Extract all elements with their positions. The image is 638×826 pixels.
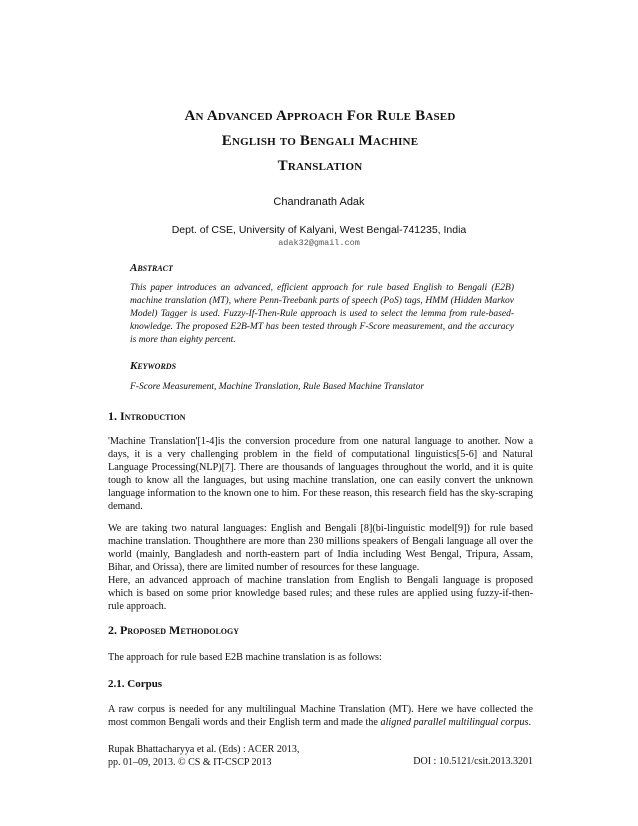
- author-email: adak32@gmail.com: [278, 238, 360, 248]
- paragraph-emphasis: aligned parallel multilingual corpus: [380, 717, 529, 728]
- author-name: Chandranath Adak: [273, 196, 365, 208]
- footer-doi: DOI : 10.5121/csit.2013.3201: [413, 756, 533, 767]
- footer-line-1: Rupak Bhattacharyya et al. (Eds) : ACER 2013,: [108, 744, 300, 755]
- paragraph-text: 'Machine Translation'[1-4]is the conversion procedure from one natural language to another. Now a days, it is a very challenging problem in the field of computational linguistics[5-6] and Natural Language Processing(NLP)[7]. There are thousands of languages throughout the world, and it is quite tough to know all the languages, but using machine translation, one can easily convert the unknown language information to the known one to him. For these reason, this research field has the sky-scraping demand.: [108, 436, 533, 512]
- methodology-paragraph: [108, 651, 533, 664]
- introduction-paragraph-2: [108, 522, 533, 613]
- keywords-text: F-Score Measurement, Machine Translation, Rule Based Machine Translator: [130, 382, 425, 392]
- author-affiliation: Dept. of CSE, University of Kalyani, West Bengal-741235, India: [171, 224, 467, 236]
- paragraph-text: The approach for rule based E2B machine translation is as follows:: [108, 652, 382, 663]
- title-line-2: English to Bengali Machine: [221, 133, 419, 149]
- abstract-heading: Abstract: [130, 262, 173, 274]
- paragraph-text-part: .: [528, 717, 532, 728]
- title-line-3: Translation: [277, 158, 363, 174]
- introduction-paragraph-1: [108, 435, 533, 513]
- paragraph-text: Here, an advanced approach of machine translation from English to Bengali language is proposed which is based on some prior knowledge based rules; and these rules are applied using fuzzy-if-then-rule approach.: [108, 575, 533, 612]
- keywords-heading: Keywords: [130, 360, 177, 372]
- footer-citation: [108, 743, 299, 769]
- paper-title: [110, 104, 530, 179]
- footer-line-2: pp. 01–09, 2013. © CS & IT-CSCP 2013: [108, 757, 272, 768]
- paragraph-text: We are taking two natural languages: English and Bengali [8](bi-linguistic model[9]) for rule based machine translation. Thoughthere are more than 230 millions speakers of Bengali language all over the world (mainly, Bangladesh and north-eastern part of India including West Bengal, Tripura, Assam, Bihar, and Orissa), there are limited number of resources for these language.: [108, 523, 533, 573]
- paragraph-text-part: A raw corpus is needed for any multilingual Machine Translation (MT). Here we have collected the most common Bengali words and their English term and made the: [108, 704, 533, 728]
- paragraph-text: [108, 703, 533, 729]
- section-heading-methodology: 2. Proposed Methodology: [108, 623, 240, 637]
- corpus-paragraph: [108, 703, 533, 729]
- section-heading-introduction: 1. Introduction: [108, 409, 186, 423]
- subsection-heading-corpus: 2.1. Corpus: [108, 678, 163, 690]
- abstract-text: This paper introduces an advanced, efficient approach for rule based English to Bengali (E2B) machine translation (MT), where Penn-Treebank parts of speech (PoS) tags, HMM (Hidden Markov Model) Tagger is used. Fuzzy-If-Then-Rule approach is used to select the lemma from rule-based-knowledge. The proposed E2B-MT has been tested through F-Score measurement, and the accuracy is more than eighty percent.: [130, 283, 514, 345]
- title-line-1: An Advanced Approach For Rule Based: [184, 108, 456, 124]
